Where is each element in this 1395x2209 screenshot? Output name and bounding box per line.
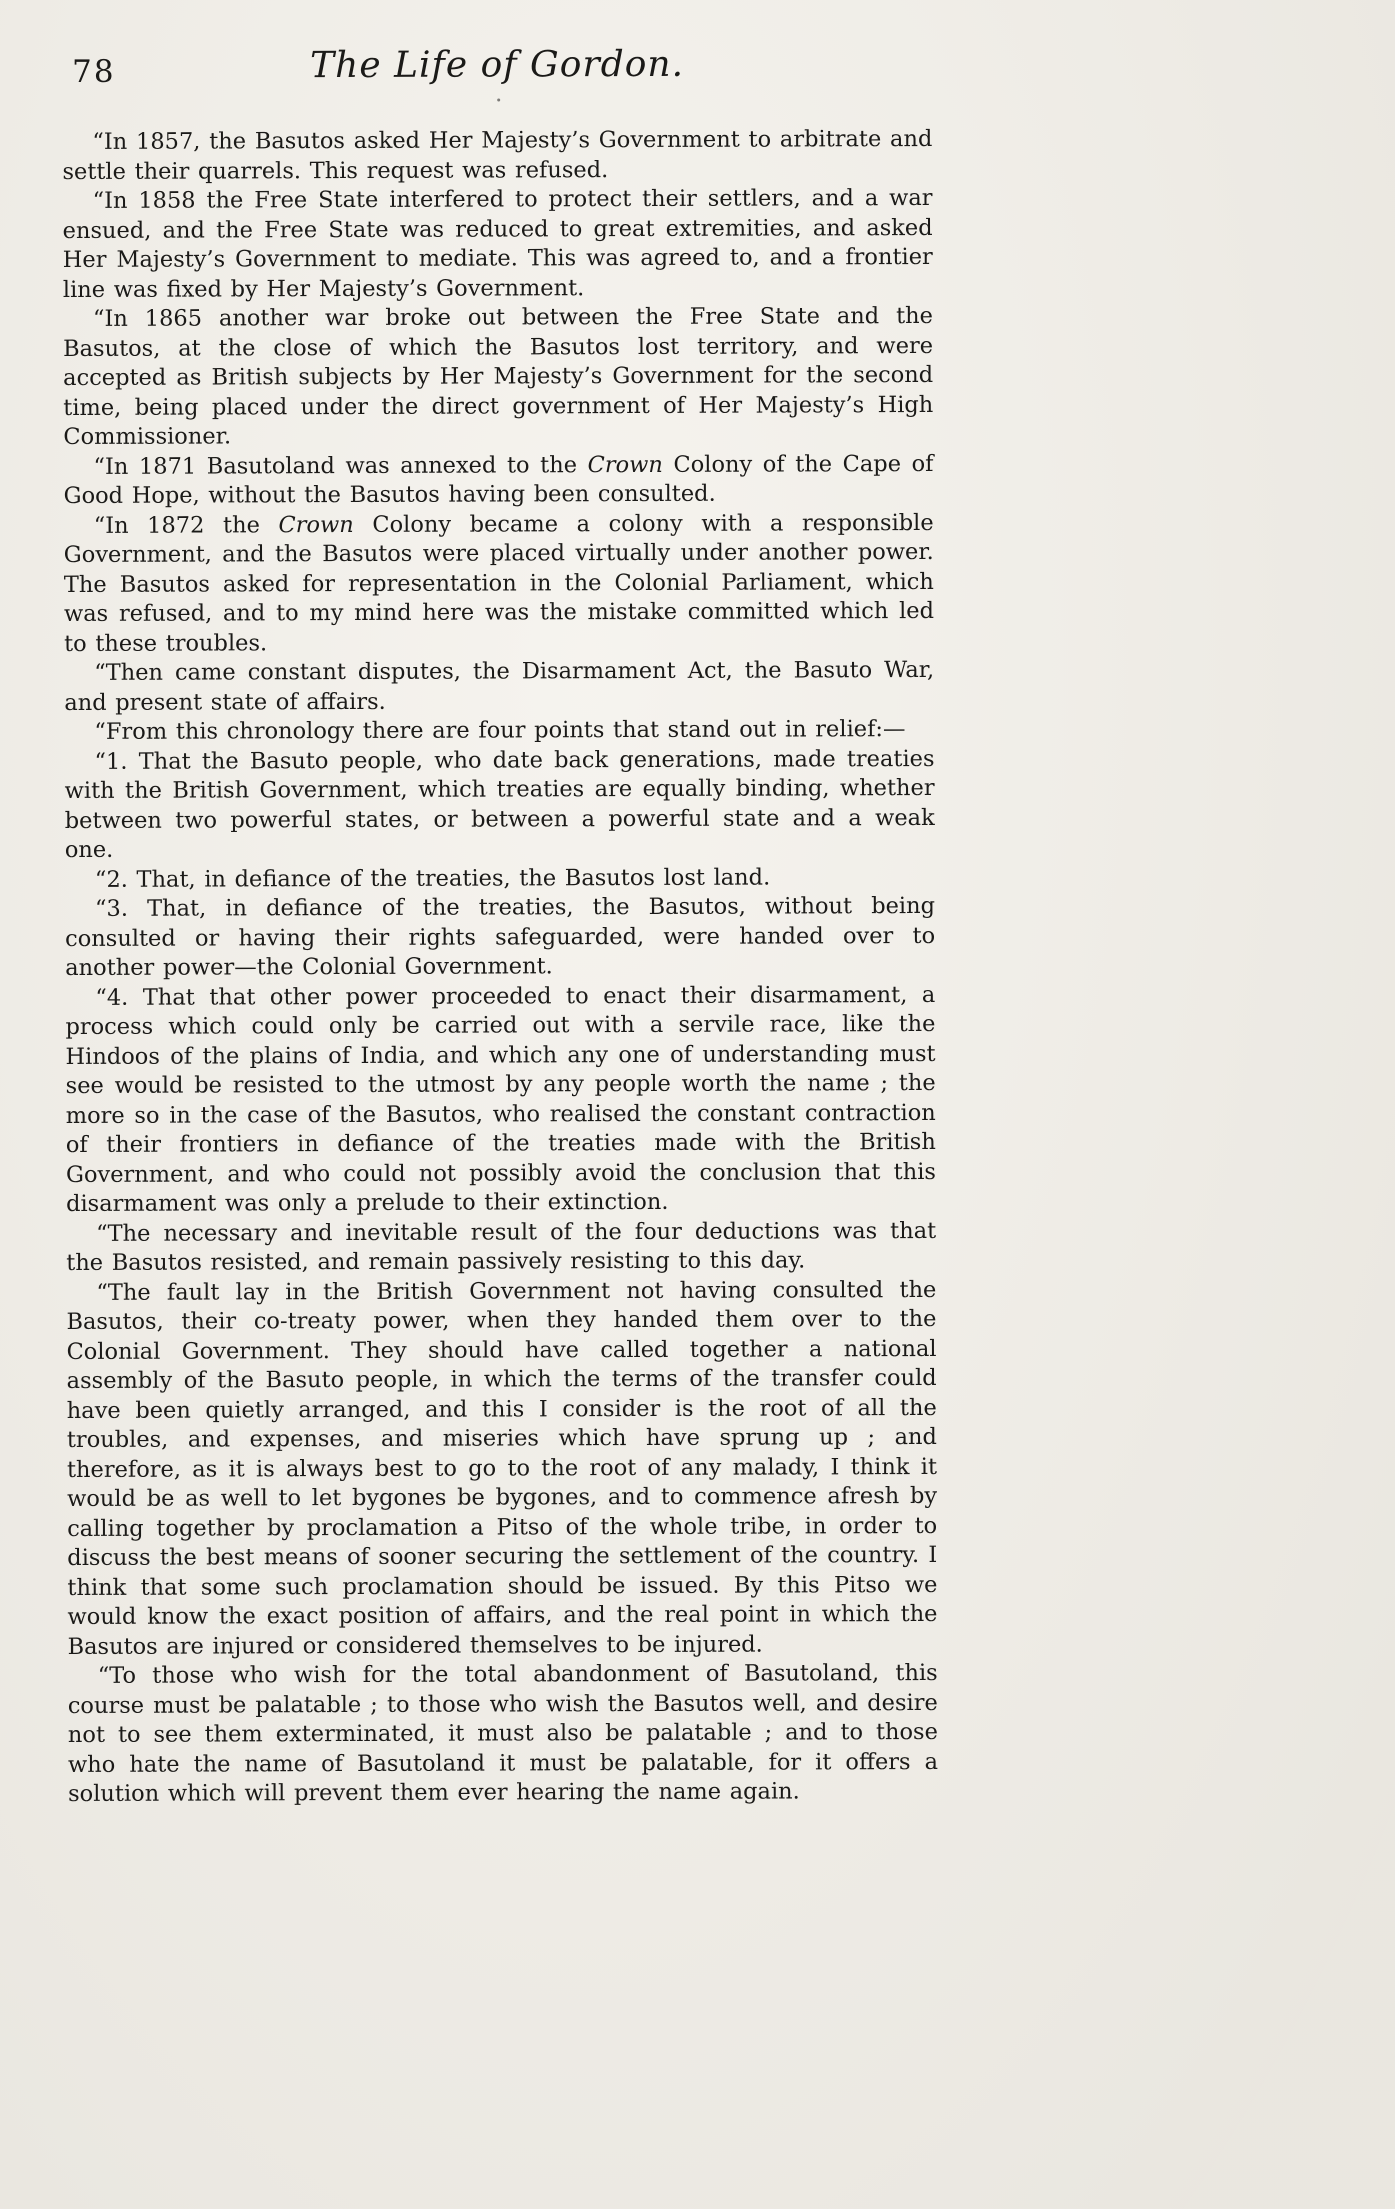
text-run: “The necessary and inevitable result of the four deductions was that the Basutos resisted, and remain passively resisting to this day. [66,1217,937,1276]
paragraph [65,862,935,895]
text-run: “In 1865 another war broke out between the Free State and the Basutos, at the close of which the Basutos lost territory, and were accepted as British subjects by Her Majesty’s Government for the second time, being placed under the direct government of Her Majesty’s High Commissioner. [63,302,934,450]
text-run: “2. That, in defiance of the treaties, the Basutos lost land. [94,864,771,893]
paragraph [68,1659,939,1810]
text-run: “3. That, in defiance of the treaties, the Basutos, without being consulted or having their rights safeguarded, were handed over to another power—the Colonial Government. [65,892,936,981]
page-number: 78 [72,53,116,90]
text-run: “1. That the Basuto people, who date back generations, made treaties with the British Government, which treaties are equally binding, whether between two powerful states, or between a powerful state and a weak one. [64,745,935,863]
text-run: “In 1872 the [93,511,279,539]
text-run: “The fault lay in the British Government not having consulted the Basutos, their co-treaty power, when they handed them over to the Colonial Government. They should have called together a national assembly of the Basuto people, in which the terms of the transfer could have been quietly arranged, and this I consider is the root of all the troubles, and expenses, and miseries which have sprung up ; and therefore, as it is always best to go to the root of any malady, I think it would be as well to let bygones be bygones, and to commence afresh by calling together by proclamation a Pitso of the whole tribe, in order to discuss the best means of sooner securing the settlement of the country. I think that some such proclamation should be issued. By this Pitso we would know the exact position of affairs, and the real point in which the Basutos are injured or considered themselves to be injured. [66,1276,938,1660]
paragraph [66,1275,937,1662]
text-run: “4. That that other power proceeded to enact their disarmament, a process which could only be carried out with a servile race, like the Hindoos of the plains of India, and which any one of understanding must see would be resisted to the utmost by any people worth the name ; the more so in the case of the Basutos, who realised the constant contraction of their frontiers in defiance of the treaties made with the British Government, and who could not possibly avoid the conclusion that this disarmament was only a prelude to their extinction. [65,981,936,1217]
paragraph [63,302,934,453]
paragraph [63,449,933,511]
text-run: Colony of the Cape of Good Hope, without the Basutos having been consulted. [63,450,934,509]
paragraph [65,980,936,1219]
text-run: “Then came constant disputes, the Disarmament Act, the Basuto War, and present state of affairs. [64,656,935,716]
text-block [62,125,938,1810]
paragraph [66,1216,936,1278]
paragraph [64,744,934,865]
text-run: “In 1857, the Basutos asked Her Majesty’s Government to arbitrate and settle their quarrels. This request was refused. [62,125,933,185]
italic-text-run: Crown [278,511,354,538]
text-run: “In 1858 the Free State interfered to protect their settlers, and a war ensued, and the Free State was reduced to great extremities, and asked Her Majesty’s Government to mediate. This was agreed to, and a frontier line was fixed by Her Majesty’s Government. [62,184,933,303]
page-header [62,43,932,108]
paragraph [65,892,935,984]
running-title: The Life of Gordon. [310,43,685,87]
page-content [62,43,938,1810]
paragraph [64,715,934,748]
ink-dot-artifact [497,98,500,101]
text-run: Colony became a colony with a responsible Government, and the Basutos were placed virtually under another power. The Basutos asked for representation in the Colonial Parliament, which was refused, and to my mind here was the mistake committed which led to these troubles. [63,509,935,657]
paragraph [64,508,935,659]
italic-text-run: Crown [587,451,663,478]
paragraph [64,656,934,718]
text-run: “From this chronology there are four points that stand out in relief:— [94,716,906,745]
paragraph [62,125,932,187]
text-run: “In 1871 Basutoland was annexed to the [93,451,588,480]
text-run: “To those who wish for the total abandonment of Basutoland, this course must be palatable ; to those who wish the Basutos well, and desire not to see them exterminated, it must also be palatable ; and to those who hate the name of Basutoland it must be palatable, for it offers a solution which will prevent them ever hearing the name again. [67,1659,939,1807]
paragraph [62,184,932,305]
